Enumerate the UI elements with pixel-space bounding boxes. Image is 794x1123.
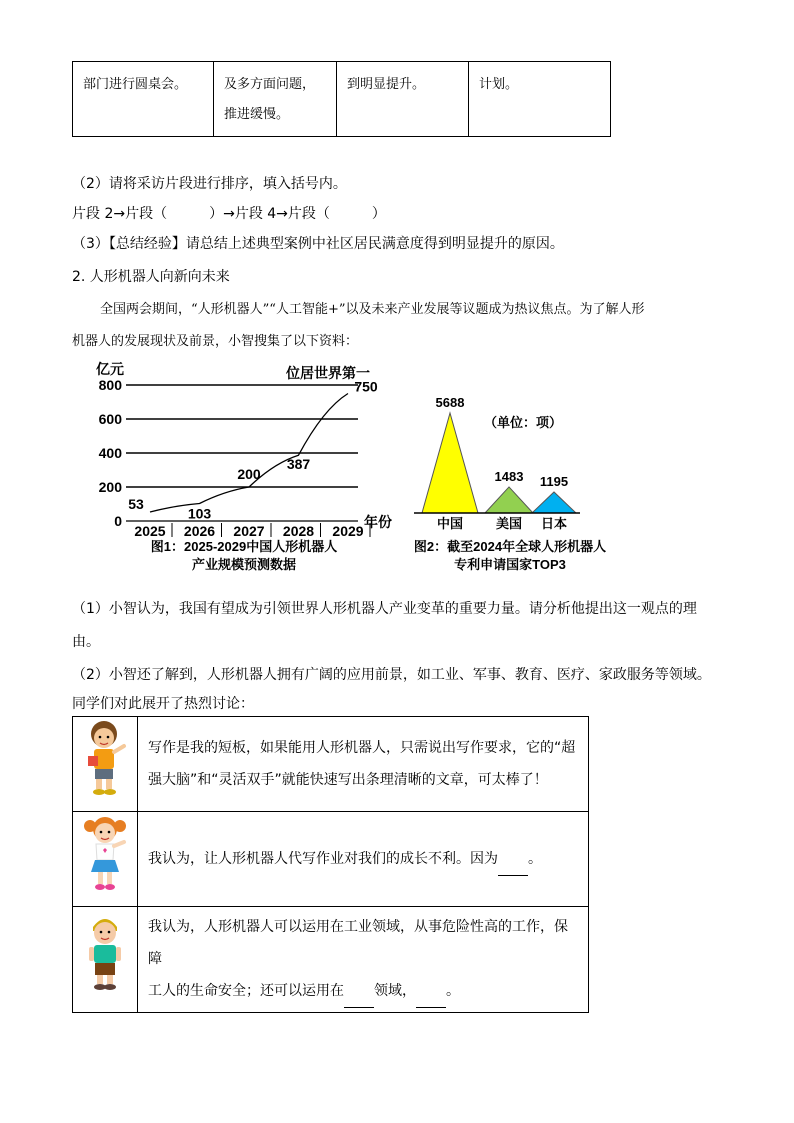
discussion-line: 写作是我的短板，如果能用人形机器人，只需说出写作要求，它的“超	[148, 740, 576, 756]
answer-blank[interactable]	[416, 975, 446, 1008]
discussion-line: 我认为，人形机器人可以运用在工业领域，从事危险性高的工作，保障	[148, 919, 568, 967]
discussion-line: 强大脑”和“灵活双手”就能快速写出条理清晰的文章，可太棒了！	[148, 772, 548, 788]
table-cell: 到明显提升。	[337, 62, 469, 137]
chart-caption-line1: 图1：2025-2029中国人形机器人	[150, 539, 338, 554]
data-label: 53	[128, 495, 144, 512]
boy-avatar	[80, 913, 130, 995]
y-axis-label: 亿元	[96, 361, 124, 377]
intro-paragraph-line2: 机器人的发展现状及前景，小智搜集了以下资料：	[72, 334, 359, 349]
y-tick-label: 400	[98, 445, 122, 461]
y-tick-label: 200	[98, 479, 122, 495]
discussion-text	[138, 907, 589, 1013]
s2-question-2-line2: 同学们对此展开了热烈讨论：	[72, 696, 254, 712]
category-label: 美国	[495, 516, 523, 531]
section-2-title: 2. 人形机器人向新向未来	[72, 269, 230, 285]
y-tick-label: 0	[114, 513, 122, 529]
data-label: 103	[187, 505, 212, 522]
avatar-cell	[73, 812, 138, 907]
annotation: 位居世界第一	[286, 365, 370, 381]
discussion-line: 领域，	[374, 983, 416, 999]
x-tick-label: 2026	[183, 523, 216, 539]
discussion-row	[73, 812, 589, 907]
bar-triangle	[532, 492, 576, 513]
discussion-punct: 。	[528, 850, 542, 867]
data-label: 750	[354, 378, 378, 395]
table-cell: 部门进行圆桌会。	[73, 62, 214, 137]
chart-caption-line1: 图2：截至2024年全球人形机器人	[413, 539, 607, 554]
chart-caption-line2: 产业规模预测数据	[191, 557, 297, 572]
patent-chart	[392, 390, 632, 578]
intro-paragraph-line1: 全国两会期间，“人形机器人”“人工智能+”以及未来产业发展等议题成为热议焦点。为了解人形	[100, 302, 645, 317]
category-label: 日本	[540, 516, 568, 531]
discussion-table	[72, 716, 589, 1013]
unit-label: （单位：项）	[484, 415, 563, 430]
top-table	[72, 61, 611, 137]
table-cell: 及多方面问题，推进缓慢。	[214, 62, 337, 137]
y-tick-label: 600	[98, 411, 122, 427]
s2-question-2-line1: （2）小智还了解到，人形机器人拥有广阔的应用前景，如工业、军事、教育、医疗、家政服务等领域。	[72, 667, 711, 683]
data-label: 387	[286, 456, 311, 473]
x-tick-label: 2025	[134, 523, 166, 539]
data-label: 200	[237, 466, 261, 482]
bar-triangle	[485, 487, 533, 513]
discussion-text	[138, 717, 589, 812]
x-axis-label: 年份	[364, 514, 392, 530]
x-tick-label: 2027	[233, 523, 265, 539]
s2-question-1-line2: 由。	[72, 634, 100, 650]
x-tick-label: 2028	[282, 523, 315, 539]
avatar-cell	[73, 717, 138, 812]
s2-question-1-line1: （1）小智认为，我国有望成为引领世界人形机器人产业变革的重要力量。请分析他提出这一观点的理	[72, 601, 697, 617]
avatar-cell	[73, 907, 138, 1013]
question-2-sequence: 片段 2→片段（ ）→片段 4→片段（ ）	[72, 206, 386, 222]
x-tick-label: 2029	[332, 523, 364, 539]
boy-with-book-avatar	[80, 718, 130, 798]
table-cell: 计划。	[469, 62, 611, 137]
data-label: 1483	[494, 468, 524, 484]
answer-blank[interactable]	[344, 975, 374, 1008]
category-label: 中国	[436, 516, 464, 531]
discussion-text	[138, 812, 589, 907]
discussion-row	[73, 907, 589, 1013]
bar-triangle	[422, 413, 478, 513]
discussion-line: 我认为，让人形机器人代写作业对我们的成长不利。因为	[148, 850, 498, 867]
discussion-line: 工人的生命安全；还可以运用在	[148, 983, 344, 999]
chart-caption-line2: 专利申请国家TOP3	[454, 557, 566, 572]
question-2-label: （2）请将采访片段进行排序，填入括号内。	[72, 176, 347, 192]
girl-avatar	[80, 812, 130, 894]
discussion-punct: 。	[446, 983, 460, 999]
answer-blank[interactable]	[498, 843, 528, 876]
data-label: 5688	[435, 395, 465, 410]
line-chart	[88, 358, 408, 578]
discussion-row	[73, 717, 589, 812]
y-tick-label: 800	[98, 377, 122, 393]
question-3-label: （3）【总结经验】请总结上述典型案例中社区居民满意度得到明显提升的原因。	[72, 236, 564, 252]
data-label: 1195	[539, 473, 569, 489]
